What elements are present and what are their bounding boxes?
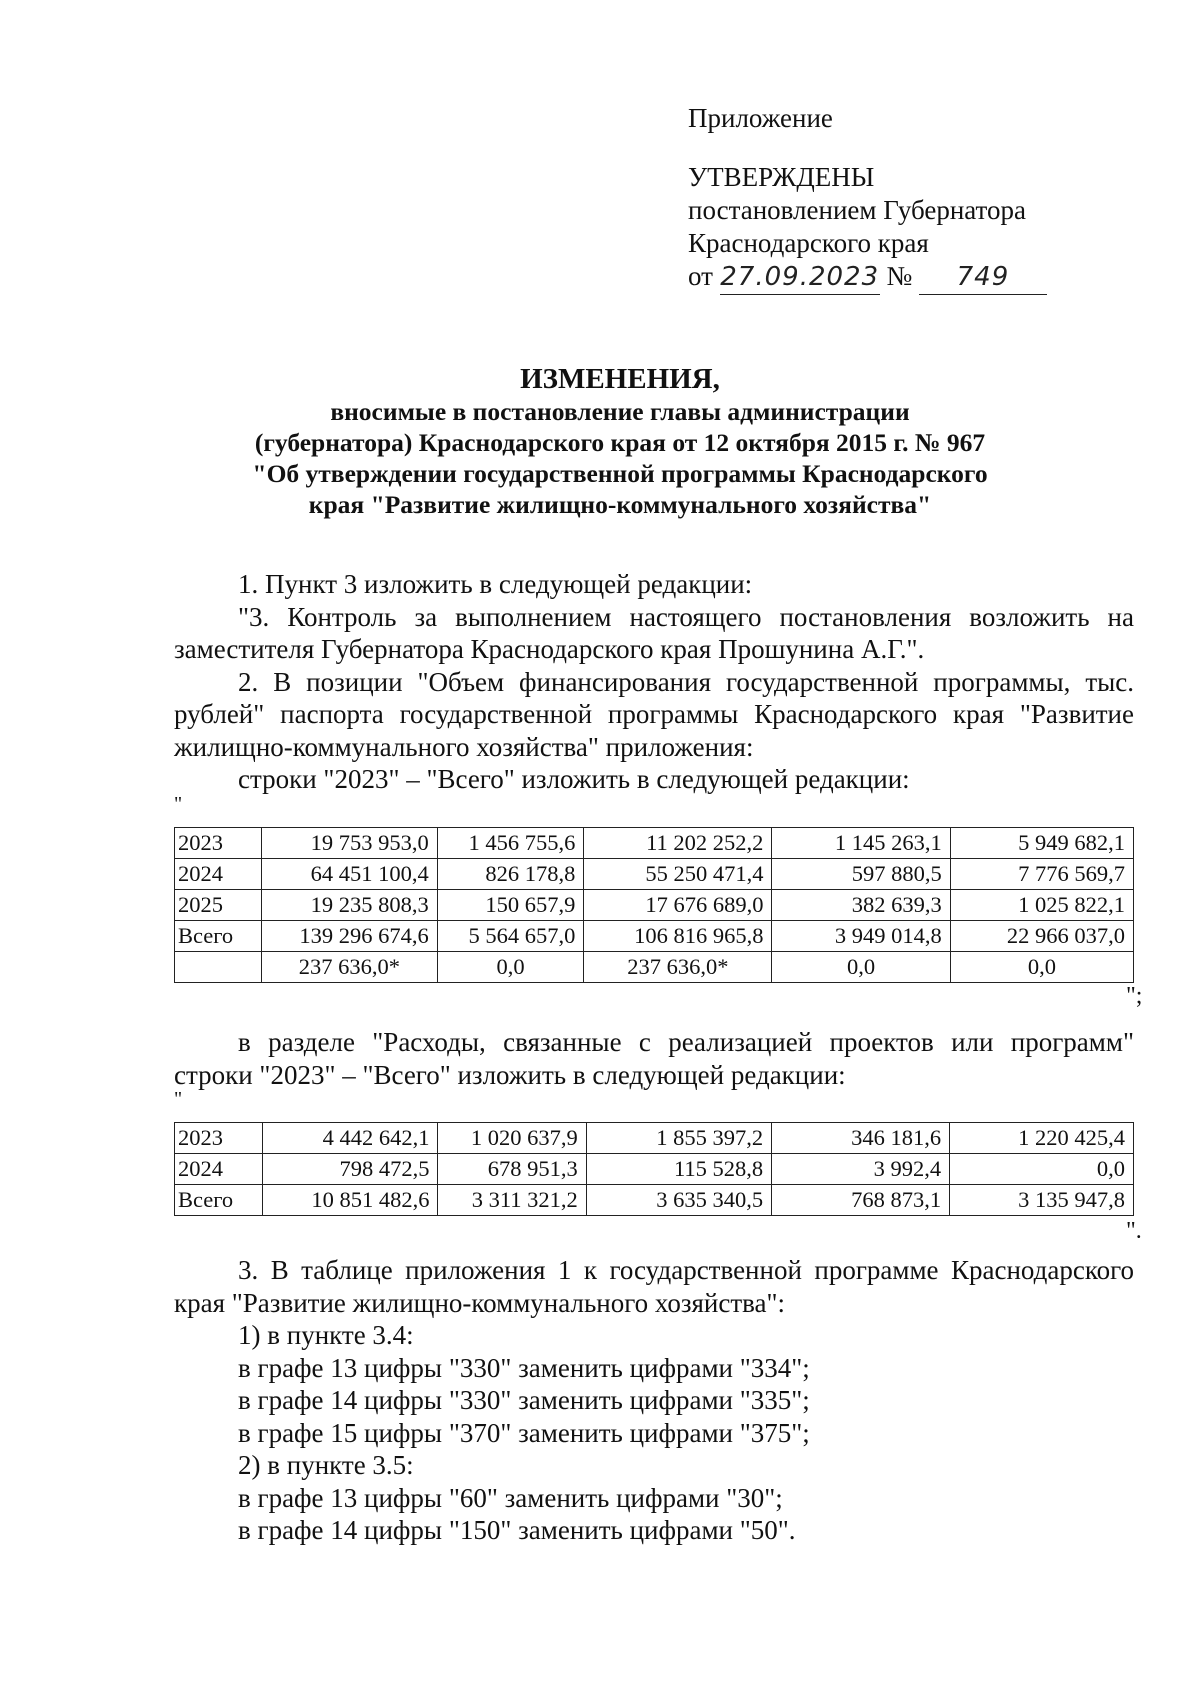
- table-cell: 139 296 674,6: [262, 921, 438, 952]
- table-cell: 3 635 340,5: [586, 1185, 771, 1216]
- table-cell: 17 676 689,0: [584, 890, 772, 921]
- list-item: в графе 14 цифры "150" заменить цифрами "50".: [238, 1515, 796, 1545]
- table-cell: 4 442 642,1: [263, 1123, 438, 1154]
- title-line-4: края "Развитие жилищно-коммунального хозяйства": [308, 490, 932, 519]
- table-row-label: 2024: [175, 859, 262, 890]
- financing-table: [174, 827, 1134, 983]
- table-row-label: [175, 952, 262, 983]
- table-cell: 597 880,5: [772, 859, 950, 890]
- table-cell: 678 951,3: [438, 1154, 586, 1185]
- table-cell: 237 636,0*: [262, 952, 438, 983]
- table-row-label: 2023: [175, 1123, 263, 1154]
- table-cell: 55 250 471,4: [584, 859, 772, 890]
- table-cell: 22 966 037,0: [950, 921, 1133, 952]
- table-cell: 3 311 321,2: [438, 1185, 586, 1216]
- open-quote-1: ": [174, 792, 183, 815]
- close-quote-2: ".: [1126, 1218, 1142, 1244]
- table-cell: 1 220 425,4: [950, 1123, 1134, 1154]
- table-cell: 0,0: [772, 952, 950, 983]
- table-cell: 115 528,8: [586, 1154, 771, 1185]
- table-cell: 7 776 569,7: [950, 859, 1133, 890]
- number-field: [919, 260, 1047, 295]
- table-cell: 798 472,5: [263, 1154, 438, 1185]
- paragraph-3: 2. В позиции "Объем финансирования государственной программы, тыс. рублей" паспорта государственной программы Краснодарского края "Развитие жилищно-коммунального хозяйства" приложения:: [174, 666, 1134, 762]
- table-row: [175, 828, 1134, 859]
- table-cell: 10 851 482,6: [263, 1185, 438, 1216]
- table-cell: 0,0: [950, 1154, 1134, 1185]
- table-cell: 826 178,8: [437, 859, 584, 890]
- table-cell: 19 235 808,3: [262, 890, 438, 921]
- body-section-3: [174, 1254, 1134, 1547]
- open-quote-2: ": [174, 1088, 183, 1110]
- number-prefix: №: [886, 261, 913, 291]
- title-line-1: вносимые в постановление главы администрации: [330, 397, 910, 426]
- title-heading: ИЗМЕНЕНИЯ,: [520, 363, 720, 395]
- table-cell: 5 564 657,0: [437, 921, 584, 952]
- table-row: [175, 1123, 1134, 1154]
- table-cell: 0,0: [437, 952, 584, 983]
- table-row: [175, 1185, 1134, 1216]
- table-cell: 3 949 014,8: [772, 921, 950, 952]
- table-cell: 768 873,1: [772, 1185, 950, 1216]
- list-item: в графе 13 цифры "330" заменить цифрами "334";: [238, 1352, 810, 1383]
- table-cell: 1 145 263,1: [772, 828, 950, 859]
- table-cell: 0,0: [950, 952, 1133, 983]
- table-row-label: 2023: [175, 828, 262, 859]
- list-item: в графе 14 цифры "330" заменить цифрами "335";: [238, 1385, 810, 1415]
- table-row-label: 2025: [175, 890, 262, 921]
- table-cell: 106 816 965,8: [584, 921, 772, 952]
- date-field: [720, 260, 880, 295]
- table-row: [175, 1154, 1134, 1185]
- table-row: [175, 890, 1134, 921]
- paragraph-6: 3. В таблице приложения 1 к государственной программе Краснодарского края "Развитие жилищно-коммунального хозяйства":: [174, 1255, 1134, 1318]
- table-cell: 3 992,4: [772, 1154, 950, 1185]
- list-item: в графе 13 цифры "60" заменить цифрами "30";: [238, 1482, 783, 1513]
- table-cell: 1 456 755,6: [437, 828, 584, 859]
- table-cell: 1 855 397,2: [586, 1123, 771, 1154]
- paragraph-2: "3. Контроль за выполнением настоящего постановления возложить на заместителя Губернатора Краснодарского края Прошунина А.Г.".: [174, 601, 1134, 664]
- table-cell: 19 753 953,0: [262, 828, 438, 859]
- list-item: в графе 15 цифры "370" заменить цифрами "375";: [238, 1417, 810, 1448]
- table-cell: 3 135 947,8: [950, 1185, 1134, 1216]
- project-expenses-table: [174, 1122, 1134, 1216]
- approved-label: УТВЕРЖДЕНЫ: [688, 162, 875, 192]
- table-cell: 382 639,3: [772, 890, 950, 921]
- approval-date-line: [688, 260, 1047, 295]
- table-cell: 237 636,0*: [584, 952, 772, 983]
- date-prefix: от: [688, 261, 713, 291]
- body-section-1: [174, 568, 1134, 815]
- title-line-2: (губернатора) Краснодарского края от 12 октября 2015 г. № 967: [254, 428, 986, 457]
- table-cell: 64 451 100,4: [262, 859, 438, 890]
- list-item: 1) в пункте 3.4:: [238, 1320, 414, 1350]
- paragraph-4: строки "2023" – "Всего" изложить в следующей редакции:: [238, 764, 910, 794]
- list-item: 2) в пункте 3.5:: [238, 1450, 414, 1480]
- table-cell: 11 202 252,2: [584, 828, 772, 859]
- close-quote-1: ";: [1126, 983, 1143, 1009]
- handwritten-number: 749: [956, 262, 1010, 292]
- appendix-label: Приложение: [688, 103, 833, 133]
- title-line-3: "Об утверждении государственной программы Краснодарского: [252, 459, 988, 488]
- handwritten-date: 27.09.2023: [720, 262, 880, 292]
- table-row-label: Всего: [175, 1185, 263, 1216]
- table-row: [175, 952, 1134, 983]
- approval-block: [688, 102, 1047, 295]
- table-cell: 150 657,9: [437, 890, 584, 921]
- table-row-label: Всего: [175, 921, 262, 952]
- table-cell: 346 181,6: [772, 1123, 950, 1154]
- paragraph-1: 1. Пункт 3 изложить в следующей редакции:: [238, 569, 753, 599]
- table-cell: 5 949 682,1: [950, 828, 1133, 859]
- table-cell: 1 025 822,1: [950, 890, 1133, 921]
- body-section-2: [174, 1026, 1134, 1110]
- table-row: [175, 859, 1134, 890]
- paragraph-5: в разделе "Расходы, связанные с реализацией проектов или программ" строки "2023" – "Всего" изложить в следующей редакции:: [174, 1027, 1134, 1090]
- table-cell: 1 020 637,9: [438, 1123, 586, 1154]
- approval-line-1: постановлением Губернатора: [688, 195, 1026, 225]
- table-row: [175, 921, 1134, 952]
- table-row-label: 2024: [175, 1154, 263, 1185]
- document-title: [150, 362, 1090, 520]
- approval-line-2: Краснодарского края: [688, 228, 929, 258]
